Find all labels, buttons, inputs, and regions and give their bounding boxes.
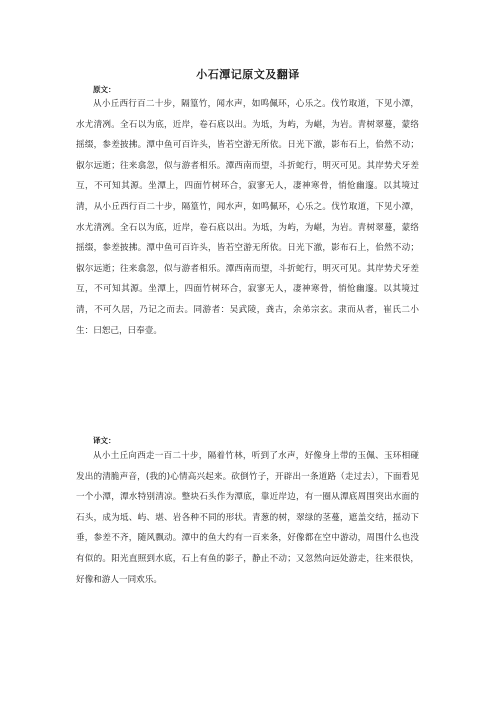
document-title: 小石潭记原文及翻译 [196,68,300,81]
original-text-label: 原文： [93,85,116,94]
translation-label: 译文： [93,436,116,445]
translation-paragraph: 从小土丘向西走一百二十步，隔着竹林，听到了水声，好像身上带的玉佩、玉环相碰发出的清脆声音，(我的)心情高兴起来。砍倒竹子，开辟出一条道路（走过去），下面看见一个小潭，潭水特别清凉。整块石头作为潭底，靠近岸边，有一圈从潭底周围突出水面的石头，成为坻、屿、堪、岩各种不同的形状。青葱的树，翠绿的茎蔓，遮盖交结，摇动下垂，参差不齐，随风飘动。潭中的鱼大约有一百来条，好像都在空中游动，周围什么也没有似的。阳光直照到水底，石上有鱼的影子，静止不动；又忽然向远处游走，往来很快，好像和游人一同欢乐。 [76,451,419,585]
original-text-paragraph: 从小丘西行百二十步，隔篁竹，闻水声，如鸣佩环，心乐之。伐竹取道，下见小潭，水尤清冽。全石以为底，近岸，卷石底以出。为坻，为屿，为嵁，为岩。青树翠蔓，蒙络摇缀，参差披拂。潭中鱼可百许头，皆若空游无所依。日光下澈，影布石上，佁然不动；俶尔远逝；往来翕忽，似与游者相乐。潭西南而望，斗折蛇行，明灭可见。其岸势犬牙差互，不可知其源。坐潭上，四面竹树环合，寂寥无人，凄神寒骨，悄怆幽邃。以其境过清，从小丘西行百二十步，隔篁竹，闻水声，如鸣佩环，心乐之。伐竹取道，下见小潭，水尤清冽。全石以为底，近岸，卷石底以出。为坻，为屿，为嵁，为岩。青树翠蔓，蒙络摇缀，参差披拂。潭中鱼可百许头，皆若空游无所依。日光下澈，影布石上，佁然不动；俶尔远逝；往来翕忽，似与游者相乐。潭西南而望，斗折蛇行，明灭可见。其岸势犬牙差互，不可知其源。坐潭上，四面竹树环合，寂寥无人，凄神寒骨，悄怆幽邃。以其境过清，不可久居，乃记之而去。同游者：吴武陵，龚古，余弟宗玄。隶而从者，崔氏二小生：曰恕己，曰奉壹。 [76,99,419,336]
